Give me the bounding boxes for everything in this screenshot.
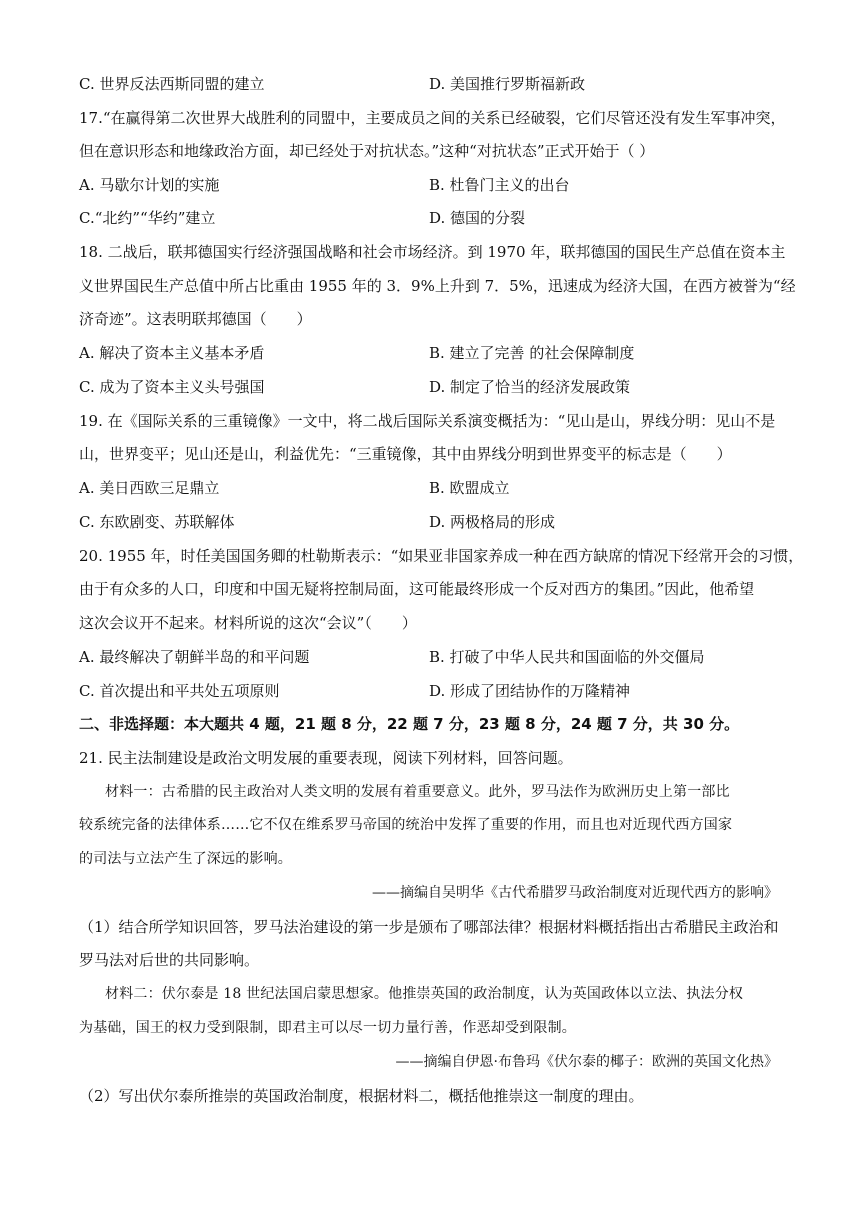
q17-stem-line2: 但在意识形态和地缘政治方面，却已经处于对抗状态。”这种“对抗状态”正式开始于（ ） (79, 142, 655, 160)
q20-stem-line2: 由于有众多的人口，印度和中国无疑将控制局面，这可能最终形成一个反对西方的集团。”因此，他希望 (79, 580, 755, 598)
q20-option-d: D. 形成了团结协作的万隆精神 (429, 682, 631, 700)
q21-part1-line2: 罗马法对后世的共同影响。 (79, 951, 260, 969)
q18-stem-line2: 义世界国民生产总值中所占比重由 1955 年的 3．9%上升到 7．5%，迅速成为经济大国，在西方被誉为“经 (79, 277, 796, 295)
q20-option-a: A. 最终解决了朝鲜半岛的和平问题 (79, 648, 310, 666)
q19-option-b: B. 欧盟成立 (429, 479, 510, 497)
q17-option-b: B. 杜鲁门主义的出台 (429, 176, 570, 194)
q19-stem-line2: 山，世界变平；见山还是山，利益优先：“三重镜像，其中由界线分明到世界变平的标志是（ ） (79, 445, 732, 463)
q21-part2: （2）写出伏尔泰所推崇的英国政治制度，根据材料二，概括他推崇这一制度的理由。 (79, 1087, 644, 1105)
q21-intro: 21. 民主法制建设是政治文明发展的重要表现，阅读下列材料，回答问题。 (79, 749, 573, 767)
q18-option-d: D. 制定了恰当的经济发展政策 (429, 378, 631, 396)
q16-option-d: D. 美国推行罗斯福新政 (429, 75, 586, 93)
material-1-line3: 的司法与立法产生了深远的影响。 (79, 851, 292, 867)
q17-stem-line1: 17.“在赢得第二次世界大战胜利的同盟中，主要成员之间的关系已经破裂，它们尽管还没有发生军事冲突， (79, 109, 786, 127)
material-2-line2: 为基础，国王的权力受到限制，即君主可以尽一切力量行善，作恶却受到限制。 (79, 1020, 576, 1036)
q17-option-d: D. 德国的分裂 (429, 209, 526, 227)
q17-option-a: A. 马歇尔计划的实施 (79, 176, 220, 194)
q18-option-b: B. 建立了完善 的社会保障制度 (429, 344, 635, 362)
q17-option-c: C.“北约”“华约”建立 (79, 209, 216, 227)
material-1-line2: 较系统完备的法律体系……它不仅在维系罗马帝国的统治中发挥了重要的作用，而且也对近现代西方国家 (79, 817, 733, 833)
q18-option-c: C. 成为了资本主义头号强国 (79, 378, 265, 396)
q20-stem-line1: 20. 1955 年，时任美国国务卿的杜勒斯表示：“如果亚非国家养成一种在西方缺席的情况下经常开会的习惯， (79, 547, 804, 565)
material-2-source: ——摘编自伊恩·布鲁玛《伏尔泰的椰子：欧洲的英国文化热》 (395, 1054, 778, 1070)
q18-stem-line1: 18. 二战后，联邦德国实行经济强国战略和社会市场经济。到 1970 年，联邦德国的国民生产总值在资本主 (79, 243, 786, 261)
q18-option-a: A. 解决了资本主义基本矛盾 (79, 344, 265, 362)
q16-option-c: C. 世界反法西斯同盟的建立 (79, 75, 265, 93)
q20-option-b: B. 打破了中华人民共和国面临的外交僵局 (429, 648, 705, 666)
material-1-source: ——摘编自吴明华《古代希腊罗马政治制度对近现代西方的影响》 (372, 885, 778, 901)
q18-stem-line3: 济奇迹”。这表明联邦德国（ ） (79, 310, 312, 328)
q19-option-a: A. 美日西欧三足鼎立 (79, 479, 220, 497)
section-heading: 二、非选择题：本大题共 4 题，21 题 8 分，22 题 7 分，23 题 8 分，24 题 7 分，共 30 分。 (79, 715, 740, 733)
q19-option-c: C. 东欧剧变、苏联解体 (79, 513, 235, 531)
material-2-line1: 材料二：伏尔泰是 18 世纪法国启蒙思想家。他推崇英国的政治制度，认为英国政体以立法、执法分权 (105, 986, 744, 1002)
material-1-line1: 材料一：古希腊的民主政治对人类文明的发展有着重要意义。此外，罗马法作为欧洲历史上第一部比 (105, 784, 730, 800)
q19-stem-line1: 19. 在《国际关系的三重镜像》一文中，将二战后国际关系演变概括为：“见山是山，界线分明：见山不是 (79, 412, 776, 430)
q21-part1-line1: （1）结合所学知识回答，罗马法治建设的第一步是颁布了哪部法律？根据材料概括指出古希腊民主政治和 (79, 918, 779, 936)
q20-stem-line3: 这次会议开不起来。材料所说的这次“会议”（ ） (79, 614, 417, 632)
q20-option-c: C. 首次提出和平共处五项原则 (79, 682, 280, 700)
q19-option-d: D. 两极格局的形成 (429, 513, 556, 531)
